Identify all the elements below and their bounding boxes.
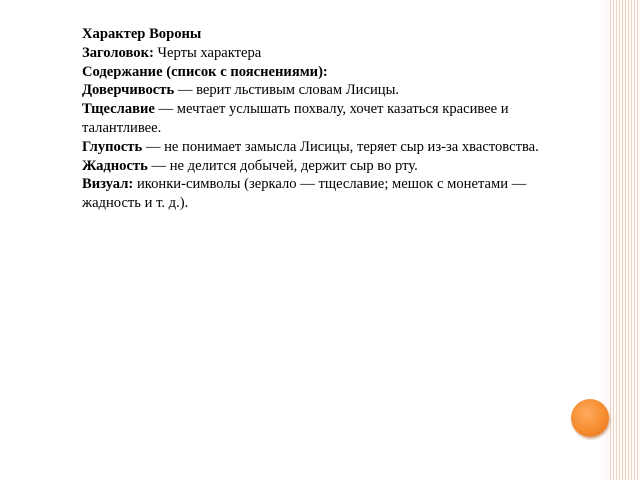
- heading-label: Заголовок:: [82, 44, 154, 61]
- orange-circle-decoration: [571, 399, 609, 437]
- trait-description: — не делится добычей, держит сыр во рту.: [151, 157, 418, 174]
- visual-row: [82, 175, 582, 213]
- visual-value: иконки-символы (зеркало — тщеславие; мешок с монетами — жадность и т. д.).: [82, 176, 527, 212]
- trait-item: [82, 157, 582, 176]
- trait-name: Тщеславие: [82, 101, 155, 118]
- trait-name: Доверчивость: [82, 82, 175, 99]
- heading-value: Черты характера: [157, 44, 262, 61]
- trait-description: — мечтает услышать похвалу, хочет казаться красивее и талантливее.: [82, 101, 509, 136]
- content-label: Содержание (список с пояснениями):: [82, 63, 328, 80]
- document-title: Характер Вороны: [82, 26, 202, 42]
- trait-item: [82, 138, 582, 157]
- visual-label: Визуал:: [82, 176, 134, 193]
- trait-name: Глупость: [82, 138, 143, 155]
- slide-content: [82, 25, 582, 213]
- decorative-stripes: [608, 0, 640, 480]
- trait-item: [82, 81, 582, 100]
- trait-description: — верит льстивым словам Лисицы.: [177, 82, 400, 99]
- trait-name: Жадность: [82, 157, 148, 174]
- heading-row: [82, 44, 582, 63]
- trait-item: [82, 100, 582, 138]
- trait-description: — не понимает замысла Лисицы, теряет сыр из-за хвастовства.: [145, 138, 539, 155]
